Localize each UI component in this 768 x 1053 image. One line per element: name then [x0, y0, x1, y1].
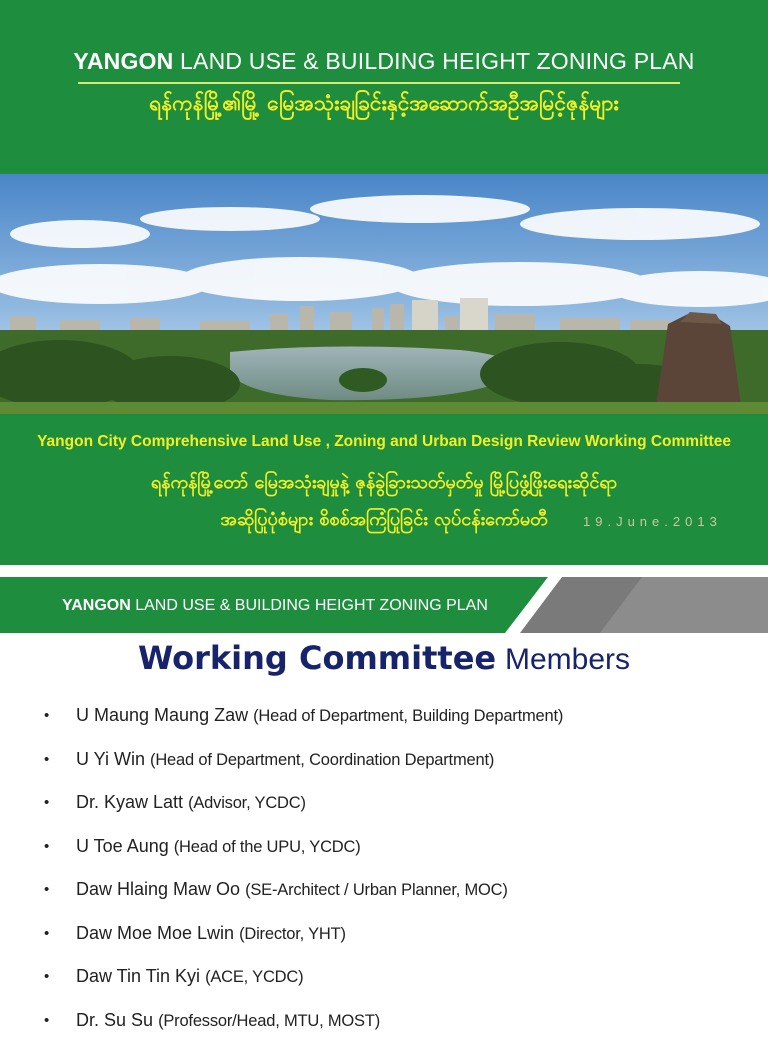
member-item — [0, 705, 768, 749]
member-role: (SE-Architect / Urban Planner, MOC) — [245, 881, 508, 899]
member-role: (ACE, YCDC) — [205, 968, 303, 986]
slide-title — [0, 48, 768, 75]
committee-title-myanmar-line1: ရန်ကုန်မြို့တော် မြေအသုံးချမှုနဲ့ ဇုန်ခွဲခြားသတ်မှတ်မှု မြို့ပြဖွံ့ဖြိုးရေးဆိုင်ရာ — [0, 470, 768, 497]
member-role: (Head of Department, Coordination Department) — [150, 751, 494, 769]
member-item — [0, 749, 768, 793]
member-entry — [76, 923, 346, 944]
member-role: (Director, YHT) — [239, 925, 346, 943]
bullet-icon: • — [44, 794, 49, 811]
member-name: U Yi Win — [76, 749, 145, 769]
page-heading — [0, 639, 768, 677]
member-role: (Professor/Head, MTU, MOST) — [158, 1012, 380, 1030]
member-entry — [76, 879, 508, 900]
member-entry — [76, 749, 494, 770]
member-entry — [76, 792, 306, 813]
member-name: Daw Tin Tin Kyi — [76, 966, 200, 986]
committee-title-myanmar-line2: အဆိုပြုပုံစံများ စိစစ်အကြံပြုခြင်း လုပ်ငန်းကော်မတီ — [0, 507, 768, 534]
member-name: Dr. Kyaw Latt — [76, 792, 183, 812]
member-item — [0, 923, 768, 967]
committee-title-en: Yangon City Comprehensive Land Use , Zoning and Urban Design Review Working Committee — [0, 433, 768, 451]
member-name: U Toe Aung — [76, 836, 169, 856]
member-entry — [76, 705, 563, 726]
member-entry — [76, 836, 361, 857]
slide-title-plan: LAND USE & BUILDING HEIGHT ZONING PLAN — [180, 48, 695, 74]
title-divider — [78, 82, 680, 84]
slide-date: 19.June.2013 — [583, 514, 722, 529]
member-item — [0, 792, 768, 836]
bullet-icon: • — [44, 881, 49, 898]
bullet-icon: • — [44, 707, 49, 724]
member-role: (Head of the UPU, YCDC) — [174, 838, 361, 856]
heading-bold: Working Committee — [138, 639, 496, 677]
member-role: (Advisor, YCDC) — [188, 794, 306, 812]
member-item — [0, 966, 768, 1010]
member-role: (Head of Department, Building Department) — [253, 707, 563, 725]
member-list — [0, 705, 768, 1053]
banner-title-city: YANGON — [62, 597, 131, 614]
slide-title-myanmar: ရန်ကုန်မြို့၏မြို့ မြေအသုံးချခြင်းနှင့်အဆောက်အဦအမြင့်ဇုန်များ — [0, 90, 768, 121]
members-slide — [0, 577, 768, 1024]
banner-title-plan: LAND USE & BUILDING HEIGHT ZONING PLAN — [135, 597, 488, 614]
bullet-icon: • — [44, 838, 49, 855]
member-name: Daw Hlaing Maw Oo — [76, 879, 240, 899]
member-item — [0, 879, 768, 923]
member-name: U Maung Maung Zaw — [76, 705, 248, 725]
banner-title — [62, 597, 488, 615]
slide-gap — [0, 565, 768, 577]
bullet-icon: • — [44, 751, 49, 768]
bullet-icon: • — [44, 968, 49, 985]
slide-title-city: YANGON — [73, 48, 173, 74]
member-item — [0, 836, 768, 880]
heading-light: Members — [505, 643, 630, 676]
member-name: Dr. Su Su — [76, 1010, 153, 1030]
member-name: Daw Moe Moe Lwin — [76, 923, 234, 943]
member-item — [0, 1010, 768, 1053]
city-lake-photo — [0, 174, 768, 414]
member-entry — [76, 1010, 380, 1031]
bullet-icon: • — [44, 925, 49, 942]
bullet-icon: • — [44, 1012, 49, 1029]
member-entry — [76, 966, 303, 987]
